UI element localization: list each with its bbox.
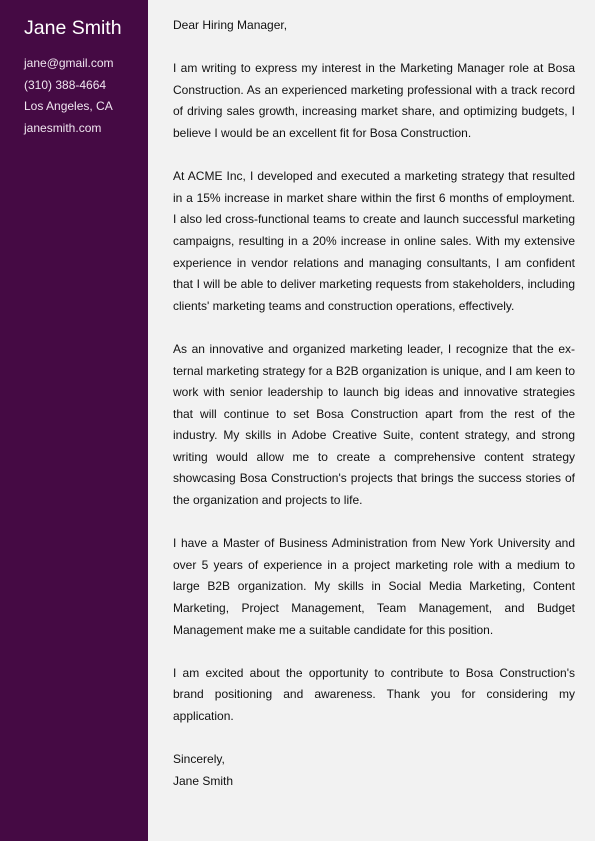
salutation: Dear Hiring Manager,	[173, 18, 288, 32]
closing: Sincerely,	[173, 752, 225, 767]
paragraph-experience: At ACME Inc, I developed and executed a marketing strategy that resulted in a 15% increase in market share within the first 6 months of employment. I also led cross-functional teams to create and launch successful marketing campaigns, resulting in a 20% increase in online sales. With my extensive experience in vendor relations and managing consultants, I am confident that I will be able to deliver marketing requests from stakeholders, including clients' marketing teams and construction operations, effectively.	[173, 169, 575, 313]
sidebar	[0, 0, 148, 841]
contact-website: janesmith.com	[24, 120, 102, 135]
paragraph-education: I have a Master of Business Administration from New York University and over 5 years of experience in a project marketing role with a medium to large B2B organization. My skills in Social Media Marketing, Content Marketing, Project Management, Team Management, and Budget Management make me a suitable candidate for this position.	[173, 536, 575, 637]
letter-body	[148, 0, 595, 841]
paragraph-closing: I am excited about the opportunity to contribute to Bosa Construction's brand positioning and awareness. Thank you for considering my application.	[173, 665, 575, 723]
contact-phone: (310) 388-4664	[24, 77, 107, 92]
paragraph-intro: I am writing to express my interest in the Marketing Manager role at Bosa Construction. As an experienced marketing professional with a track record of driving sales growth, increasing market share, and optimizing budgets, I believe I would be an excellent fit for Bosa Construction.	[173, 61, 575, 140]
paragraph-skills: As an innovative and organized marketing leader, I recognize that the external marketing strategy for a B2B organization is unique, and I am keen to work with senior leadership to launch big ideas and innovative strategies that will continue to set Bosa Construction apart from the rest of the industry. My skills in Adobe Creative Suite, content strategy, and strong writing would allow me to create a comprehensive content strategy showcasing Bosa Construction's projects that brings the success stories of the organization and projects to life.	[173, 341, 575, 508]
applicant-name: Jane Smith	[24, 17, 122, 39]
contact-location: Los Angeles, CA	[24, 99, 113, 113]
contact-email: jane@gmail.com	[24, 56, 114, 70]
signature: Jane Smith	[173, 773, 234, 788]
